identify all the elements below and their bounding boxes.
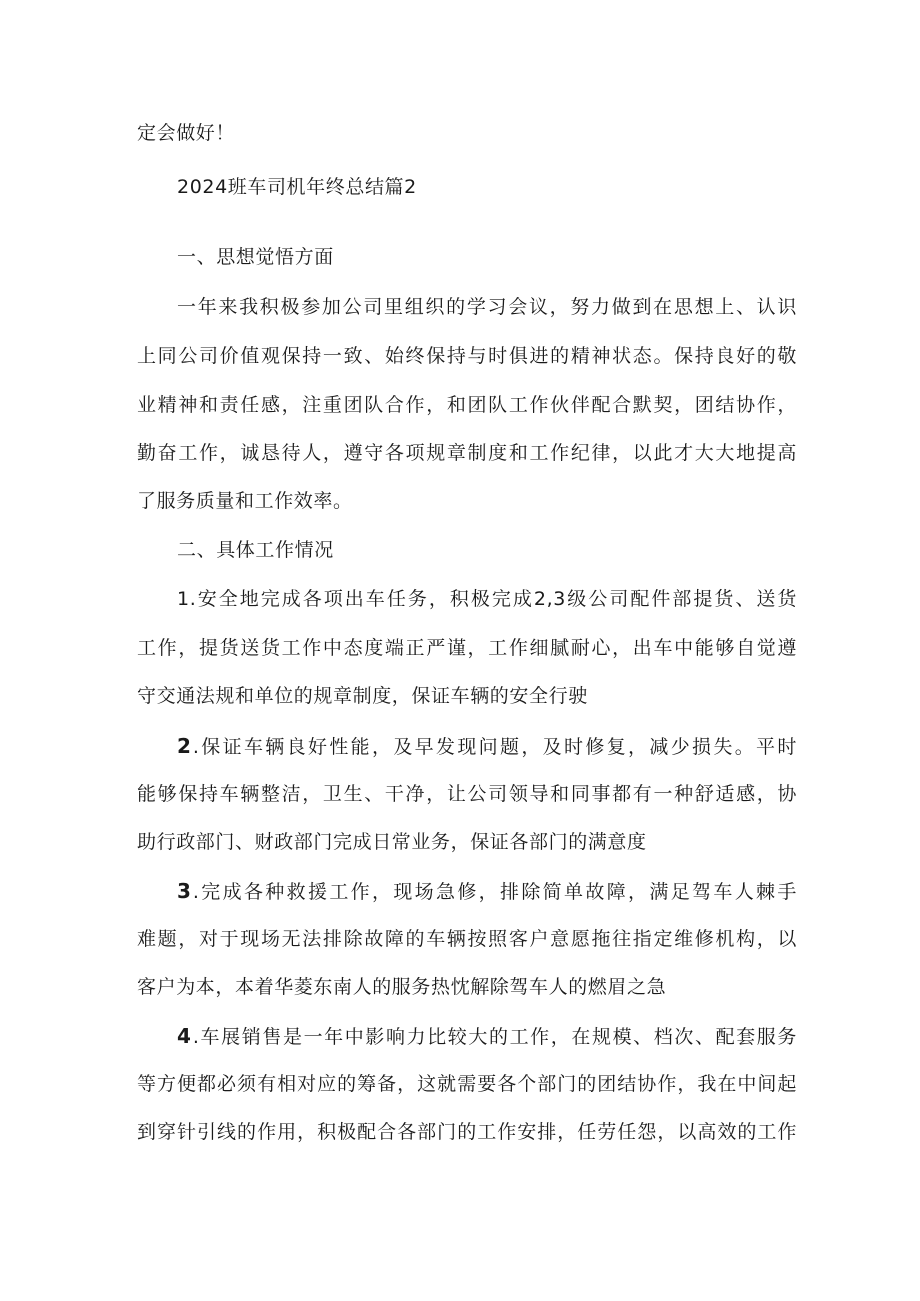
- item-2-line-1: [177, 734, 797, 759]
- para-1-line-5: 了服务质量和工作效率。: [137, 490, 353, 512]
- item-2-line-3: 助行政部门、财政部门完成日常业务，保证各部门的满意度: [137, 831, 647, 853]
- item-3-text: .完成各种救援工作，现场急修，排除简单故障，满足驾车人棘手: [192, 881, 797, 903]
- item-2-number: 2: [177, 734, 193, 758]
- item-1-line-1: 1.安全地完成各项出车任务，积极完成2,3级公司配件部提货、送货: [177, 588, 797, 610]
- item-4-line-1: [177, 1024, 797, 1049]
- item-2-text: .保证车辆良好性能，及早发现问题，及时修复，减少损失。平时: [192, 736, 797, 758]
- heading-ideology: 一、思想觉悟方面: [177, 246, 334, 268]
- closing-line: 定会做好！: [137, 122, 236, 144]
- item-3-line-3: 客户为本，本着华菱东南人的服务热忱解除驾车人的燃眉之急: [137, 976, 667, 998]
- para-1-line-4: 勤奋工作，诚恳待人，遵守各项规章制度和工作纪律，以此才大大地提高: [137, 442, 797, 464]
- section-title: 2024班车司机年终总结篇2: [177, 176, 417, 198]
- para-1-line-2: 上同公司价值观保持一致、始终保持与时俱进的精神状态。保持良好的敬: [137, 345, 797, 367]
- item-4-text: .车展销售是一年中影响力比较大的工作，在规模、档次、配套服务: [192, 1026, 797, 1048]
- item-1-line-3: 守交通法规和单位的规章制度，保证车辆的安全行驶: [137, 685, 588, 707]
- item-3-line-2: 难题，对于现场无法排除故障的车辆按照客户意愿拖往指定维修机构，以: [137, 928, 797, 950]
- item-4-line-2: 等方便都必须有相对应的筹备，这就需要各个部门的团结协作，我在中间起: [137, 1073, 797, 1095]
- item-3-line-1: [177, 879, 797, 904]
- item-2-line-2: 能够保持车辆整洁，卫生、干净，让公司领导和同事都有一种舒适感，协: [137, 783, 797, 805]
- heading-work: 二、具体工作情况: [177, 539, 334, 561]
- item-3-number: 3: [177, 879, 193, 903]
- para-1-line-1: 一年来我积极参加公司里组织的学习会议，努力做到在思想上、认识: [177, 296, 797, 318]
- para-1-line-3: 业精神和责任感，注重团队合作，和团队工作伙伴配合默契，团结协作，: [137, 394, 797, 416]
- item-4-line-3: 到穿针引线的作用，积极配合各部门的工作安排，任劳任怨，以高效的工作: [137, 1121, 797, 1143]
- item-4-number: 4: [177, 1024, 193, 1048]
- item-1-line-2: 工作，提货送货工作中态度端正严谨，工作细腻耐心，出车中能够自觉遵: [137, 637, 797, 659]
